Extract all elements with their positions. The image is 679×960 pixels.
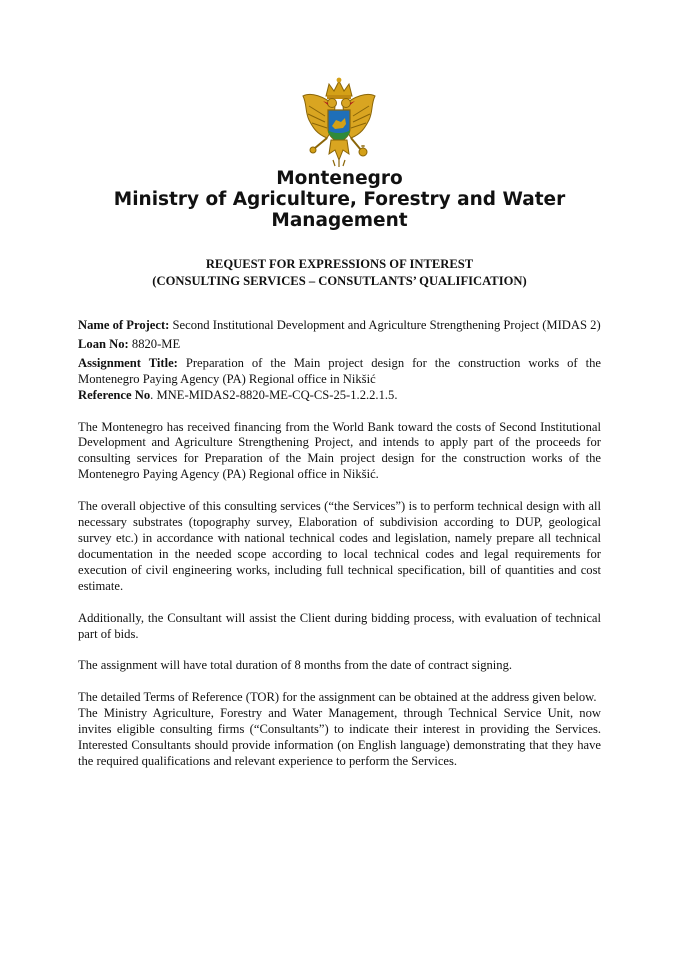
paragraph-financing: The Montenegro has received financing from the World Bank toward the costs of Second Institutional Development and Agriculture Strengthening Project, and intends to apply part of the proceeds for consulting services for Preparation of the Main project design for the construction works of the Montenegro Paying Agency (PA) Regional office in Nikšić.	[78, 419, 601, 482]
loan-number-value: 8820-ME	[131, 336, 181, 351]
paragraph-duration: The assignment will have total duration of 8 months from the date of contract signing.	[78, 658, 513, 673]
country-title: Montenegro	[276, 168, 403, 189]
assignment-title-field	[78, 356, 601, 388]
paragraph-bidding-assistance: Additionally, the Consultant will assist the Client during bidding process, with evaluation of technical part of bids.	[78, 610, 601, 641]
project-name-value: Second Institutional Development and Agriculture Strengthening Project (MIDAS 2)	[172, 318, 601, 332]
assignment-title-value: Preparation of the Main project design for the construction works of the Montenegro Paying Agency (PA) Regional office in Nikšić	[78, 355, 601, 386]
reference-number-value: . MNE-MIDAS2-8820-ME-CQ-CS-25-1.2.2.1.5.	[150, 387, 398, 402]
project-name-label: Name of Project:	[78, 318, 170, 332]
loan-number-label: Loan No:	[78, 336, 129, 351]
request-title	[0, 256, 679, 289]
ministry-title-line-2: Management	[271, 210, 408, 231]
montenegro-coat-of-arms-icon	[299, 76, 379, 168]
project-name-field	[78, 318, 601, 334]
assignment-title-label: Assignment Title:	[78, 355, 178, 370]
loan-number-field	[78, 337, 601, 353]
request-title-line-1: REQUEST FOR EXPRESSIONS OF INTEREST	[205, 257, 474, 271]
paragraph-invitation: The Ministry Agriculture, Forestry and Water Management, through Technical Service Unit, now invites eligible consulting firms (“Consultants”) to indicate their interest in providing the Services. Interested Consultants should provide information (on English language) demonstrating that they have the required qualifications and relevant experience to perform the Services.	[78, 706, 601, 768]
request-title-line-2: (CONSULTING SERVICES – CONSUTLANTS’ QUALIFICATION)	[152, 273, 527, 288]
document-body	[78, 318, 601, 770]
reference-number-label: Reference No	[78, 387, 151, 402]
paragraph-tor: The detailed Terms of Reference (TOR) for the assignment can be obtained at the address given below.	[78, 690, 597, 705]
ministry-title-line-1: Ministry of Agriculture, Forestry and Water	[113, 189, 566, 210]
paragraph-objective: The overall objective of this consulting services (“the Services”) is to perform technical design with all necessary substrates (topography survey, Elaboration of subdivision according to DUP, geological survey etc.) in accordance with national technical codes and legislation, namely prepare all technical documentation in the needed scope according to local technical codes and legal requirements for execution of civil engineering works, including full technical specification, bill of quantities and cost estimate.	[78, 499, 601, 593]
reference-number-field	[78, 388, 601, 404]
document-heading	[0, 168, 679, 231]
